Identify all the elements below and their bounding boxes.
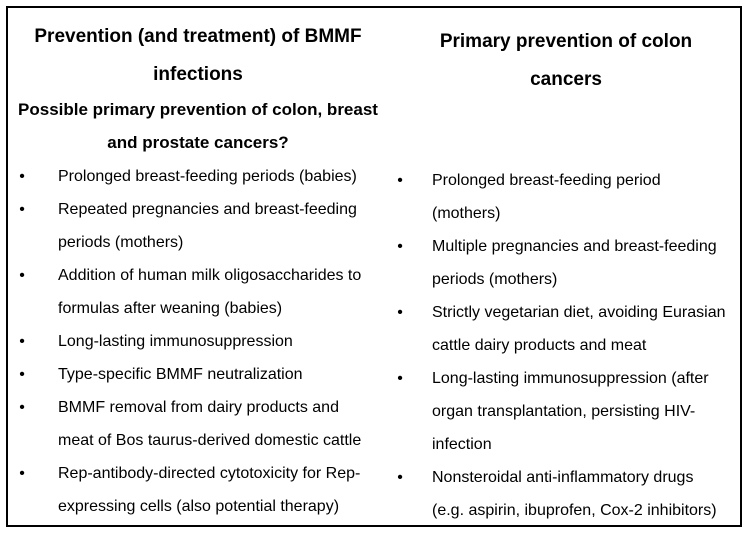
left-item-6-line-1: BMMF removal from dairy products and — [58, 399, 339, 416]
bullet-icon: • — [397, 469, 403, 486]
right-item-2-line-1: Multiple pregnancies and breast-feeding — [432, 238, 717, 255]
right-item-4-line-1: Long-lasting immunosuppression (after — [432, 370, 709, 387]
right-item-3-line-2: cattle dairy products and meat — [432, 337, 647, 354]
left-subheading-line1: Possible primary prevention of colon, breast — [18, 100, 378, 119]
right-heading-line1: Primary prevention of colon — [439, 31, 693, 52]
bullet-icon: • — [397, 238, 403, 255]
right-item-5-line-2: (e.g. aspirin, ibuprofen, Cox-2 inhibitors) — [432, 502, 717, 519]
right-item-1-line-2: (mothers) — [432, 205, 501, 222]
left-item-2-line-2: periods (mothers) — [58, 234, 184, 251]
table-frame — [6, 6, 742, 527]
left-item-1-line-1: Prolonged breast-feeding periods (babies) — [58, 168, 357, 185]
bullet-icon: • — [19, 333, 25, 350]
right-item-4-line-3: infection — [432, 436, 492, 453]
bullet-icon: • — [19, 168, 25, 185]
right-item-2-line-2: periods (mothers) — [432, 271, 558, 288]
right-heading-line2: cancers — [530, 69, 602, 90]
left-item-5-line-1: Type-specific BMMF neutralization — [58, 366, 303, 383]
right-item-3-line-1: Strictly vegetarian diet, avoiding Eurasian — [432, 304, 726, 321]
left-heading-line1: Prevention (and treatment) of BMMF — [34, 26, 362, 47]
bullet-icon: • — [397, 172, 403, 189]
bullet-icon: • — [397, 304, 403, 321]
bullet-icon: • — [19, 465, 25, 482]
right-item-4-line-2: organ transplantation, persisting HIV- — [432, 403, 696, 420]
left-item-3-line-2: formulas after weaning (babies) — [58, 300, 283, 317]
bullet-icon: • — [19, 399, 25, 416]
bullet-icon: • — [19, 267, 25, 284]
left-item-3-line-1: Addition of human milk oligosaccharides to — [58, 267, 362, 284]
left-subheading-line2: and prostate cancers? — [107, 133, 289, 152]
left-item-6-line-2: meat of Bos taurus-derived domestic cattle — [58, 432, 362, 449]
right-item-5-line-1: Nonsteroidal anti-inflammatory drugs — [432, 469, 694, 486]
bullet-icon: • — [19, 366, 25, 383]
bullet-icon: • — [397, 370, 403, 387]
bullet-icon: • — [19, 201, 25, 218]
left-heading-line2: infections — [153, 64, 243, 85]
left-item-7-line-2: expressing cells (also potential therapy) — [58, 498, 340, 515]
left-item-7-line-1: Rep-antibody-directed cytotoxicity for Rep- — [58, 465, 361, 482]
left-item-4-line-1: Long-lasting immunosuppression — [58, 333, 293, 350]
left-item-2-line-1: Repeated pregnancies and breast-feeding — [58, 201, 357, 218]
right-item-1-line-1: Prolonged breast-feeding period — [432, 172, 661, 189]
